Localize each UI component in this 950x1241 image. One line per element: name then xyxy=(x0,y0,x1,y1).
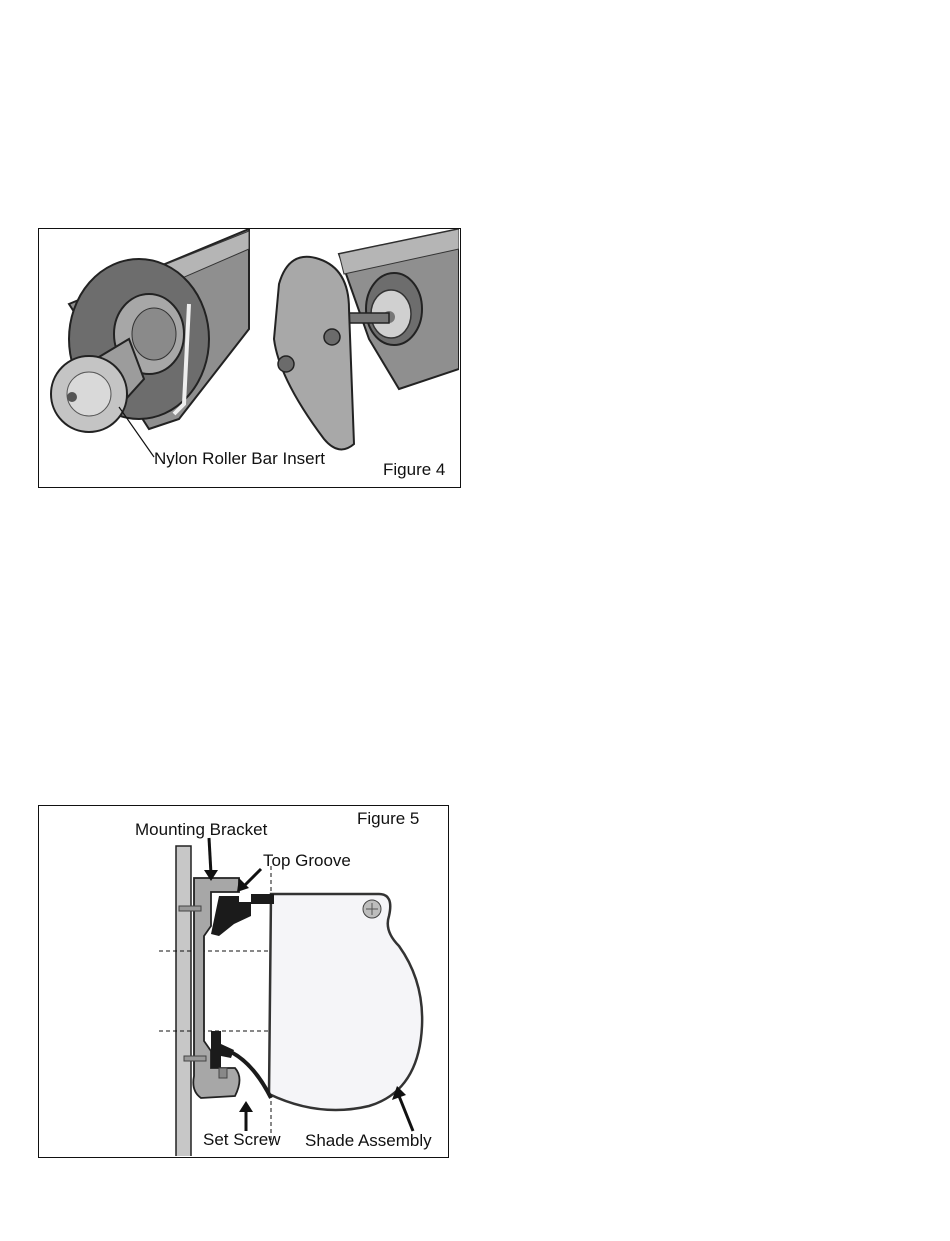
figure-5-caption: Figure 5 xyxy=(357,809,420,828)
top-groove-insert xyxy=(211,894,274,936)
shade-mount-cross-section xyxy=(39,806,447,1156)
label-shade-assembly: Shade Assembly xyxy=(305,1131,432,1150)
figure-4 xyxy=(38,228,461,488)
bottom-groove-insert xyxy=(211,1031,234,1068)
label-mounting-bracket: Mounting Bracket xyxy=(135,820,268,839)
label-top-groove: Top Groove xyxy=(263,851,351,870)
label-set-screw: Set Screw xyxy=(203,1130,281,1149)
figure-4-caption: Figure 4 xyxy=(383,460,446,479)
wall xyxy=(176,846,191,1156)
bottom-screw xyxy=(184,1056,206,1061)
set-screw xyxy=(219,1068,227,1078)
shade-assembly-housing xyxy=(269,894,422,1110)
roller-bar-illustration xyxy=(39,229,459,486)
figure-5 xyxy=(38,805,449,1158)
top-screw xyxy=(179,906,201,911)
end-cap-plate xyxy=(274,257,354,450)
callout-nylon-roller-bar-insert: Nylon Roller Bar Insert xyxy=(154,449,326,468)
